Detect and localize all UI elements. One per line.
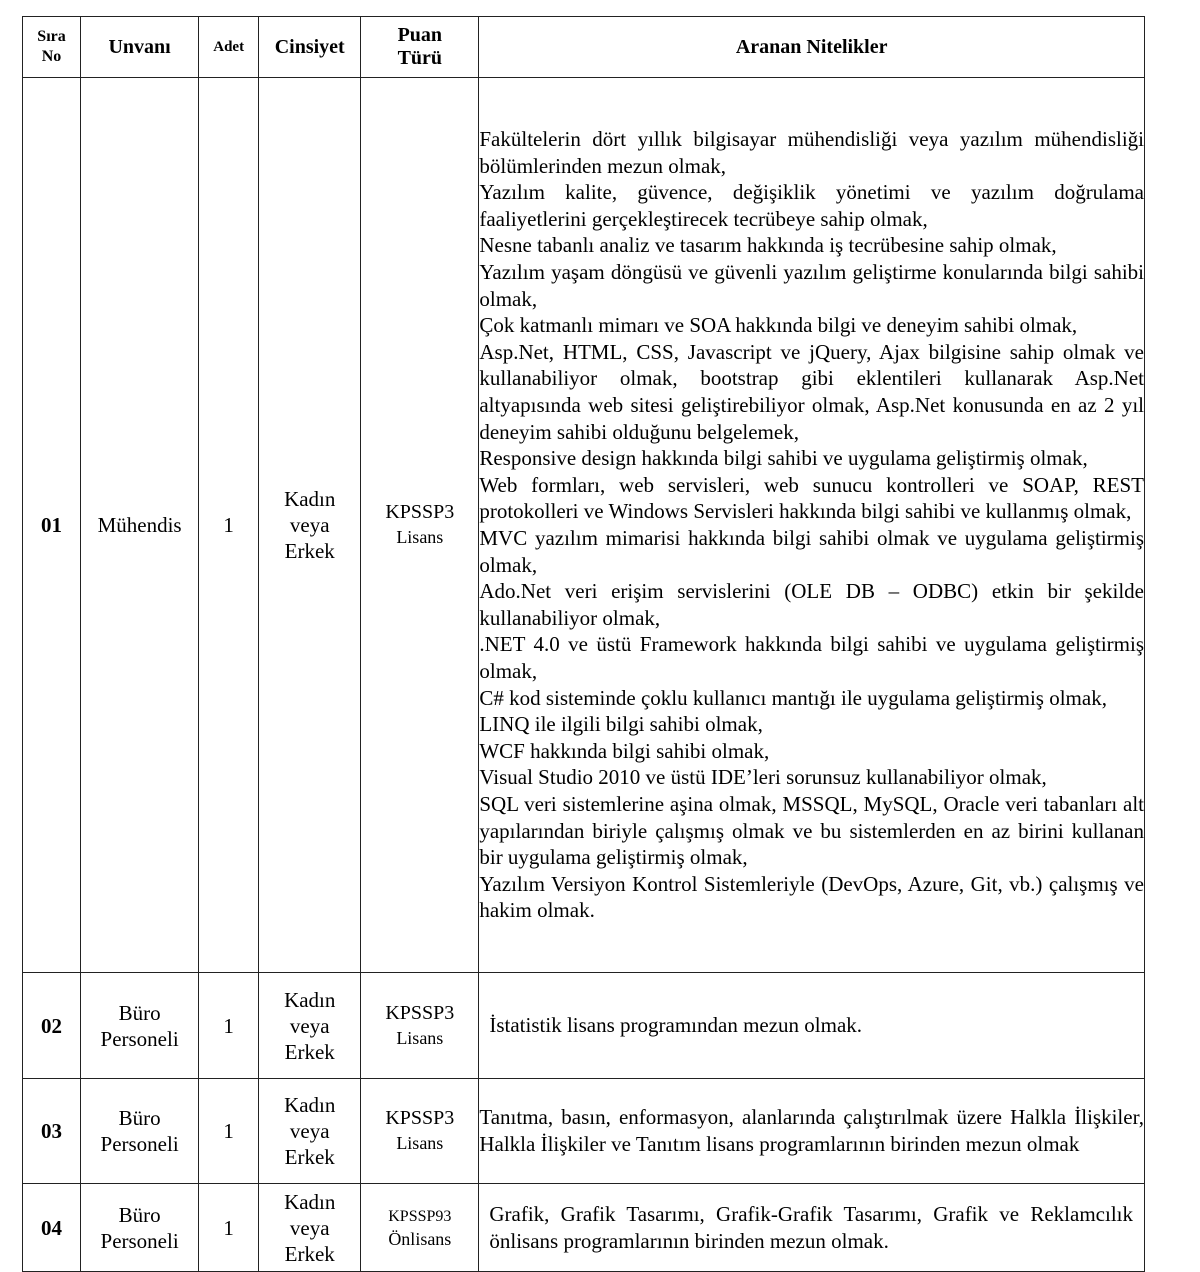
row-unvan-line: Mühendis — [97, 513, 182, 537]
header-sira-no-line2: No — [41, 48, 62, 65]
row-puan-turu — [361, 78, 479, 973]
nitelik-item: WCF hakkında bilgi sahibi olmak, — [479, 738, 770, 763]
nitelik-item: İstatistik lisans programından mezun olmak. — [489, 1013, 863, 1038]
row-puan-level: Lisans — [396, 527, 444, 547]
row-number: 04 — [23, 1184, 81, 1272]
header-sira-no-line1: Sıra — [37, 28, 66, 45]
header-puan-turu — [361, 17, 479, 78]
table-row — [23, 1184, 1145, 1272]
row-cinsiyet-line: Erkek — [284, 1039, 335, 1064]
row-nitelikler — [479, 1184, 1145, 1272]
row-cinsiyet-line: Kadın — [284, 487, 336, 511]
row-cinsiyet-line: veya — [289, 513, 330, 537]
row-number: 03 — [23, 1079, 81, 1184]
row-puan-level: Lisans — [396, 1027, 444, 1048]
row-unvan-line: Personeli — [100, 1132, 179, 1156]
nitelik-item: Yazılım yaşam döngüsü ve güvenli yazılım geliştirme konularında bilgi sahibi olmak, — [479, 260, 1144, 311]
row-puan-code: KPSSP93 — [388, 1207, 452, 1225]
row-cinsiyet-line: veya — [289, 1119, 330, 1143]
header-unvani: Unvanı — [81, 17, 199, 78]
row-cinsiyet-line: Erkek — [284, 1241, 335, 1266]
row-cinsiyet-line: veya — [289, 1215, 330, 1240]
header-puan-turu-line1: Puan — [397, 24, 443, 46]
nitelik-item: Nesne tabanlı analiz ve tasarım hakkında iş tecrübesine sahip olmak, — [479, 233, 1057, 258]
row-unvan — [81, 78, 199, 973]
header-aranan-nitelikler: Aranan Nitelikler — [479, 17, 1145, 78]
table-row — [23, 78, 1145, 973]
row-cinsiyet-line: Kadın — [284, 1093, 336, 1117]
nitelik-item: LINQ ile ilgili bilgi sahibi olmak, — [479, 712, 763, 737]
header-sira-no — [23, 17, 81, 78]
row-unvan-line: Personeli — [100, 1026, 179, 1051]
row-unvan-line: Büro — [118, 1000, 161, 1025]
nitelik-item: Ado.Net veri erişim servislerini (OLE DB – ODBC) etkin bir şekilde kullanabiliyor olmak, — [479, 579, 1144, 630]
table-row — [23, 973, 1145, 1079]
row-puan-level: Lisans — [396, 1133, 444, 1153]
row-unvan-line: Personeli — [100, 1228, 179, 1253]
header-adet: Adet — [199, 17, 259, 78]
row-puan-code: KPSSP3 — [385, 1107, 455, 1129]
nitelik-item: Responsive design hakkında bilgi sahibi ve uygulama geliştirmiş olmak, — [479, 446, 1088, 471]
nitelik-item: Fakültelerin dört yıllık bilgisayar mühendisliği veya yazılım mühendisliği bölümlerinden mezun olmak, — [479, 127, 1144, 178]
row-cinsiyet-line: veya — [289, 1013, 330, 1038]
nitelik-item: Tanıtma, basın, enformasyon, alanlarında çalıştırılmak üzere Halkla İlişkiler, Halkla İlişkiler ve Tanıtım lisans programlarının birinden mezun olmak — [479, 1105, 1144, 1156]
table-row — [23, 1079, 1145, 1184]
row-adet: 1 — [199, 1079, 259, 1184]
nitelik-item: Yazılım kalite, güvence, değişiklik yönetimi ve yazılım doğrulama faaliyetlerini gerçekleştirecek tecrübeye sahip olmak, — [479, 180, 1144, 231]
positions-table — [22, 16, 1145, 1272]
row-nitelikler — [479, 78, 1145, 973]
row-unvan-line: Büro — [118, 1106, 161, 1130]
row-adet: 1 — [199, 78, 259, 973]
header-cinsiyet: Cinsiyet — [259, 17, 361, 78]
row-number: 02 — [23, 973, 81, 1079]
row-puan-turu — [361, 973, 479, 1079]
row-cinsiyet-line: Kadın — [284, 987, 336, 1012]
nitelik-item: .NET 4.0 ve üstü Framework hakkında bilgi sahibi ve uygulama geliştirmiş olmak, — [479, 632, 1144, 683]
row-adet: 1 — [199, 973, 259, 1079]
nitelik-item: Grafik, Grafik Tasarımı, Grafik-Grafik Tasarımı, Grafik ve Reklamcılık önlisans programlarının birinden mezun olmak. — [489, 1201, 1133, 1253]
row-unvan — [81, 1079, 199, 1184]
nitelik-item: Asp.Net, HTML, CSS, Javascript ve jQuery, Ajax bilgisine sahip olmak ve kullanabiliyor olmak, bootstrap gibi eklentileri kullanarak Asp.Net altyapısında web sitesi geliştirebiliyor olmak, Asp.Net konusunda en az 2 yıl deneyim sahibi olduğunu belgelemek, — [479, 339, 1144, 444]
row-unvan — [81, 1184, 199, 1272]
row-cinsiyet-line: Erkek — [284, 1145, 335, 1169]
nitelik-item: SQL veri sistemlerine aşina olmak, MSSQL, MySQL, Oracle veri tabanları alt yapılarından biriyle çalışmış olmak ve bu sistemlerden en az birini kullanan bir uygulama geliştirmiş olmak, — [479, 791, 1144, 870]
row-nitelikler — [479, 973, 1145, 1079]
row-nitelikler — [479, 1079, 1145, 1184]
row-cinsiyet — [259, 78, 361, 973]
row-puan-code: KPSSP3 — [385, 501, 455, 523]
nitelik-item: Web formları, web servisleri, web sunucu kontrolleri ve SOAP, REST protokolleri ve Windows Servisleri hakkında bilgi sahibi ve kullanmış olmak, — [479, 472, 1144, 524]
nitelik-item: Çok katmanlı mimarı ve SOA hakkında bilgi ve deneyim sahibi olmak, — [479, 313, 1078, 338]
header-row — [23, 17, 1145, 78]
row-cinsiyet — [259, 973, 361, 1079]
row-puan-turu — [361, 1184, 479, 1272]
row-cinsiyet-line: Erkek — [284, 539, 335, 563]
row-cinsiyet-line: Kadın — [284, 1189, 336, 1214]
row-unvan — [81, 973, 199, 1079]
row-unvan-line: Büro — [118, 1202, 161, 1227]
nitelik-item: Visual Studio 2010 ve üstü IDE’leri sorunsuz kullanabiliyor olmak, — [479, 765, 1047, 790]
row-puan-turu — [361, 1079, 479, 1184]
row-number: 01 — [23, 78, 81, 973]
row-cinsiyet — [259, 1079, 361, 1184]
row-puan-level: Önlisans — [388, 1228, 452, 1249]
row-adet: 1 — [199, 1184, 259, 1272]
row-puan-code: KPSSP3 — [385, 1001, 455, 1024]
row-cinsiyet — [259, 1184, 361, 1272]
nitelik-item: Yazılım Versiyon Kontrol Sistemleriyle (DevOps, Azure, Git, vb.) çalışmış ve hakim olmak. — [479, 871, 1144, 923]
nitelik-item: MVC yazılım mimarisi hakkında bilgi sahibi olmak ve uygulama geliştirmiş olmak, — [479, 526, 1144, 577]
nitelik-item: C# kod sisteminde çoklu kullanıcı mantığı ile uygulama geliştirmiş olmak, — [479, 685, 1107, 710]
header-puan-turu-line2: Türü — [397, 47, 443, 69]
